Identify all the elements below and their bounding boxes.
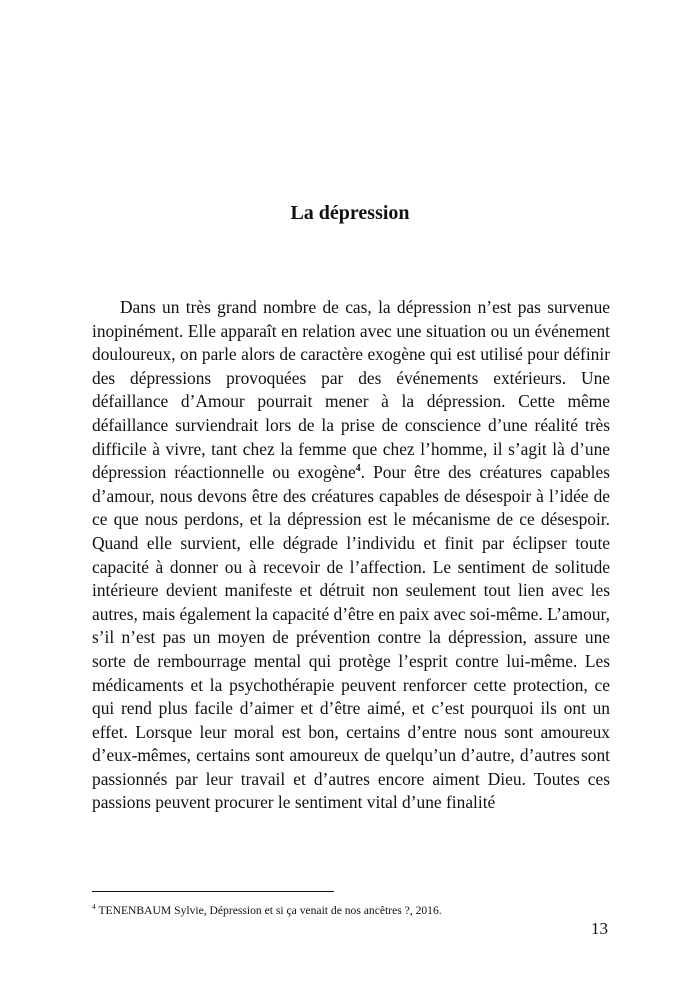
paragraph-text-part-1: Dans un très grand nombre de cas, la dépression n’est pas survenue inopinément. Elle apparaît en relation avec une situation ou un événement douloureux, on parle alors de caractère exogène qui est utilisé pour définir des dépressions provoquées par des événements extérieurs. Une défaillance d’Amour pourrait mener à la dépression. Cette même défaillance surviendrait lors de la prise de conscience d’une réalité très difficile à vivre, tant chez la femme que chez l’homme, il s’agit là d’une dépression réactionnelle ou exogène — [92, 297, 610, 483]
footnote-number: 4 — [92, 902, 96, 912]
page-number: 13 — [591, 919, 608, 938]
footnote — [92, 903, 610, 918]
footnote-separator — [92, 891, 334, 892]
body-paragraph — [92, 296, 610, 815]
footnote-reference[interactable]: 4 — [355, 463, 361, 475]
paragraph-text-part-2: . Pour être des créatures capables d’amour, nous devons être des créatures capables de désespoir à l’idée de ce que nous perdons, et la dépression est le mécanisme de ce désespoir. Quand elle survient, elle dégrade l’individu et finit par éclipser toute capacité à donner ou à recevoir de l’affection. Le sentiment de solitude intérieure devient manifeste et détruit non seulement tout lien avec les autres, mais également la capacité d’être en paix avec soi-même. L’amour, s’il n’est pas un moyen de prévention contre la dépression, assure une sorte de rembourrage mental qui protège l’esprit contre lui-même. Les médicaments et la psychothérapie peuvent renforcer cette protection, ce qui rend plus facile d’aimer et d’être aimé, et c’est pourquoi ils ont un effet. Lorsque leur moral est bon, certains d’entre nous sont amoureux d’eux-mêmes, certains sont amoureux de quelqu’un d’autre, d’autres sont passionnés par leur travail et d’autres encore aiment Dieu. Toutes ces passions peuvent procurer le sentiment vital d’une finalité — [92, 462, 610, 813]
chapter-title: La dépression — [290, 202, 410, 224]
footnote-text: TENENBAUM Sylvie, Dépression et si ça venait de nos ancêtres ?, 2016. — [95, 904, 442, 917]
